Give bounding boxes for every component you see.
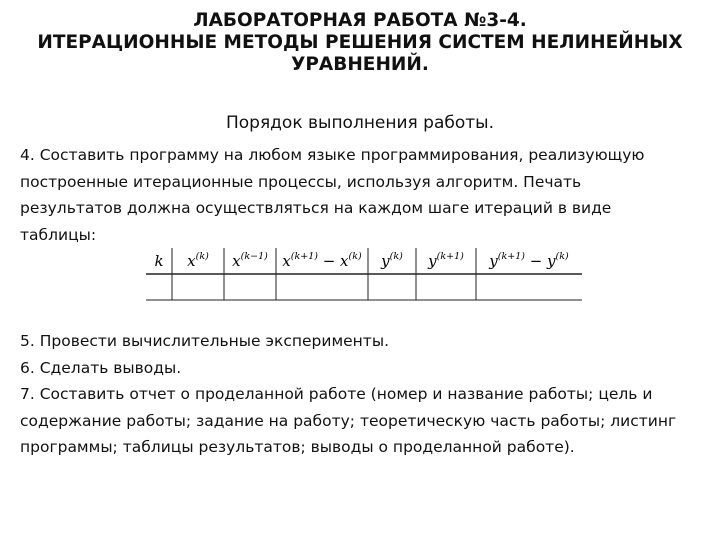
section-subtitle: Порядок выполнения работы. [225, 113, 495, 133]
table-header-cell: $y^{(k+1)} - y^{(k)}$ [489, 251, 569, 270]
step-6-line: 6. Сделать выводы. [20, 358, 182, 377]
step-7-line: 7. Составить отчет о проделанной работе (номер и название работы; цель и [20, 385, 653, 403]
steps-list [20, 328, 700, 461]
title-line-2: ИТЕРАЦИОННЫЕ МЕТОДЫ РЕШЕНИЯ СИСТЕМ НЕЛИНЕЙНЫХ [37, 32, 683, 53]
table-header-cell: $x^{(k)}$ [187, 251, 209, 270]
table-header-cell: k [154, 252, 164, 270]
step-7-line: программы; таблицы результатов; выводы о проделанной работе). [20, 438, 575, 456]
document-title [0, 10, 720, 76]
step-5-line: 5. Провести вычислительные эксперименты. [20, 332, 389, 350]
results-table-grid [146, 246, 582, 302]
title-line-3: УРАВНЕНИЙ. [291, 54, 429, 75]
step-4-paragraph [20, 142, 700, 248]
step-4-line: построенные итерационные процессы, используя алгоритм. Печать [20, 172, 582, 191]
table-header-cell: $x^{(k+1)} - x^{(k)}$ [282, 251, 362, 270]
table-header-cell: $x^{(k-1)}$ [232, 251, 268, 270]
table-header-cell: $y^{(k)}$ [381, 251, 403, 270]
step-7-line: содержание работы; задание на работу; теоретическую часть работы; листинг [20, 411, 677, 430]
step-4-line: результатов должна осуществляться на каждом шаге итераций в виде [20, 199, 612, 217]
step-4-line: таблицы: [20, 225, 97, 244]
title-line-1: ЛАБОРАТОРНАЯ РАБОТА №3-4. [193, 10, 527, 31]
step-4-line: 4. Составить программу на любом языке программирования, реализующую [20, 146, 645, 164]
table-header-cell: $y^{(k+1)}$ [428, 251, 464, 270]
results-table [146, 246, 582, 302]
